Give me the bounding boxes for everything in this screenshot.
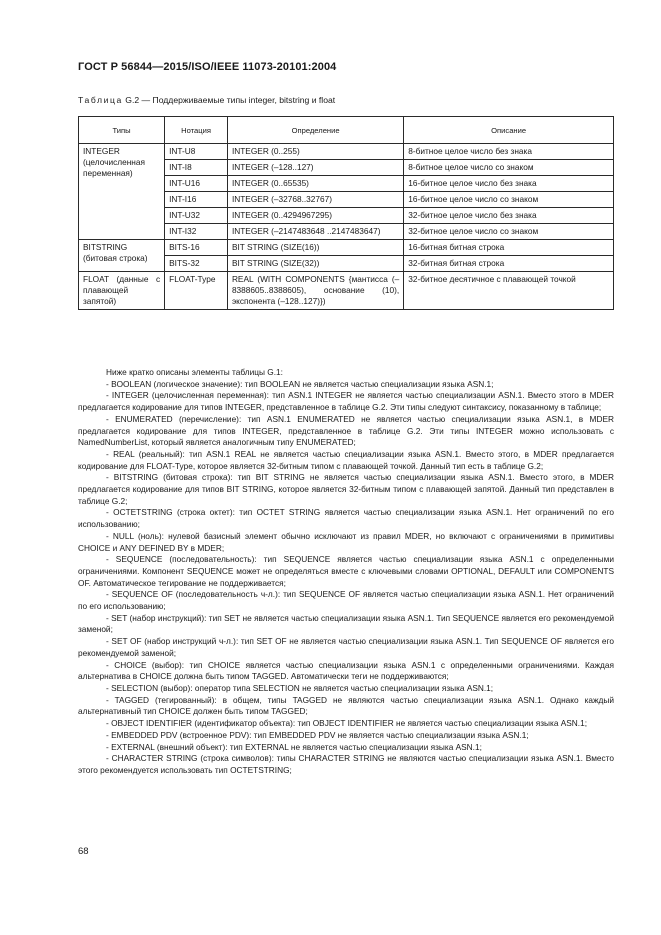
table-header-row: [79, 117, 614, 144]
table-caption-label: Таблица: [78, 95, 123, 105]
notation-cell: INT-I32: [165, 224, 228, 240]
paragraph: - OCTETSTRING (строка октет): тип OCTET STRING является частью специализации языка ASN.1. Нет ограничений по его использованию;: [78, 507, 614, 530]
paragraph: - EXTERNAL (внешний объект): тип EXTERNAL не является частью специализации языка ASN.1;: [106, 741, 482, 752]
notation-cell: BITS-32: [165, 256, 228, 272]
table-row: [79, 144, 614, 160]
paragraph: - EMBEDDED PDV (встроенное PDV): тип EMBEDDED PDV не является частью специализации языка ASN.1;: [106, 729, 529, 740]
definition-cell: INTEGER (–128..127): [227, 160, 403, 176]
description-cell: 8-битное целое число без знака: [404, 144, 614, 160]
description-cell: 8-битное целое число со знаком: [404, 160, 614, 176]
paragraph: Ниже кратко описаны элементы таблицы G.1:: [106, 367, 283, 377]
type-cell-float: FLOAT (данные с плавающей запятой): [79, 272, 165, 310]
paragraph: - SEQUENCE OF (последовательность ч-л.): тип SEQUENCE OF является частью специализации языка ASN.1. Нет ограничений по его использованию;: [78, 589, 614, 612]
table-row: [79, 240, 614, 256]
definition-cell: INTEGER (0..255): [227, 144, 403, 160]
definition-cell: INTEGER (–2147483648 ..2147483647): [227, 224, 403, 240]
paragraph: - SEQUENCE (последовательность): тип SEQUENCE является частью специализации языка ASN.1 с определенными ограничениями. Компонент SEQUENCE может не определяться вместе с ключевыми словами OPTIONAL, DEFAULT или COMPONENTS OF. Автоматическое тегирование не поддерживается;: [78, 554, 614, 588]
definition-cell: BIT STRING (SIZE(16)): [227, 240, 403, 256]
definition-cell: REAL (WITH COMPONENTS {мантисса (–8388605..8388605), основание (10), экспонента (–128..127)}): [227, 272, 403, 310]
notation-cell: INT-I8: [165, 160, 228, 176]
paragraph: - CHOICE (выбор): тип CHOICE является частью специализации языка ASN.1 с определенными ограничениями. Каждая альтернатива в CHOICE должна быть типом TAGGED. Автоматически теги не поддерживаются;: [78, 659, 614, 682]
paragraph: - OBJECT IDENTIFIER (идентификатор объекта): тип OBJECT IDENTIFIER не является частью специализации языка ASN.1;: [106, 718, 588, 729]
paragraph: - SET (набор инструкций): тип SET не является частью специализации языка ASN.1. Тип SEQUENCE является его рекомендуемой заменой;: [78, 612, 614, 635]
table-caption-text: G.2 — Поддерживаемые типы integer, bitstring и float: [125, 95, 336, 105]
paragraph: - SELECTION (выбор): оператор типа SELECTION не является частью специализации языка ASN.1;: [106, 682, 494, 693]
definition-cell: INTEGER (0..4294967295): [227, 208, 403, 224]
description-cell: 16-битное целое число без знака: [404, 176, 614, 192]
paragraph: - TAGGED (тегированный): в общем, типы TAGGED не являются частью специализации языка ASN.1. Однако каждый альтернативный тип CHOICE должен быть типом TAGGED;: [78, 694, 614, 717]
paragraph: - REAL (реальный): тип ASN.1 REAL не является частью специализации языка ASN.1. Вместо этого, в MDER предлагается кодирование для FLOAT-Type, которое является 32-битным типом с плавающей точкой. Данный тип есть в таблице G.2;: [78, 448, 614, 471]
definition-cell: INTEGER (–32768..32767): [227, 192, 403, 208]
definition-cell: INTEGER (0..65535): [227, 176, 403, 192]
notation-cell: BITS-16: [165, 240, 228, 256]
paragraph: - ENUMERATED (перечисление): тип ASN.1 ENUMERATED не является частью специализации языка ASN.1, в MDER предлагается кодирование для типов INTEGER, представленное в таблице G.2. Эти типы INTEGER можно использовать с NamedNumberList, который является аналогичным типу ENUMERATED;: [78, 413, 614, 448]
paragraph: - CHARACTER STRING (строка символов): типы CHARACTER STRING не являются частью специализации языка ASN.1. Вместо этого рекомендуется использовать тип OCTETSTRING;: [78, 753, 614, 775]
description-cell: 32-битная битная строка: [404, 256, 614, 272]
paragraph: - INTEGER (целочисленная переменная): тип ASN.1 INTEGER не является частью специализации ASN.1. Вместо этого в MDER предлагается кодирование для типов INTEGER, представленное в таблице G.2. Эти типы следуют синтаксису, показанному в таблице;: [78, 390, 614, 413]
notation-cell: INT-U8: [165, 144, 228, 160]
type-cell-integer: INTEGER (целочисленная переменная): [79, 144, 165, 240]
definition-cell: BIT STRING (SIZE(32)): [227, 256, 403, 272]
description-cell: 32-битное десятичное с плавающей точкой: [404, 272, 614, 310]
column-header-description: Описание: [404, 117, 614, 144]
description-cell: 32-битное целое число со знаком: [404, 224, 614, 240]
page-header: ГОСТ Р 56844—2015/ISO/IEEE 11073-20101:2004: [78, 61, 337, 73]
paragraph: - BITSTRING (битовая строка): тип BIT STRING не является частью специализации языка ASN.1. Вместо этого, в MDER предлагается кодирование для типов BIT STRING, которое является 32-битным типом с плавающей запятой. Данный тип представлен в таблице G.2;: [78, 472, 614, 506]
notation-cell: INT-I16: [165, 192, 228, 208]
column-header-types: Типы: [79, 117, 165, 144]
notation-cell: INT-U32: [165, 208, 228, 224]
description-cell: 16-битное целое число со знаком: [404, 192, 614, 208]
types-table: [78, 116, 614, 310]
column-header-notation: Нотация: [165, 117, 228, 144]
notation-cell: INT-U16: [165, 176, 228, 192]
table-row: [79, 272, 614, 310]
description-cell: 32-битное целое число без знака: [404, 208, 614, 224]
page-number: 68: [78, 846, 89, 857]
notation-cell: FLOAT-Type: [165, 272, 228, 310]
paragraph: - BOOLEAN (логическое значение): тип BOOLEAN не является частью специализации языка ASN.1;: [106, 378, 494, 389]
body-text: [78, 367, 614, 777]
table-caption: [78, 95, 335, 105]
type-cell-bitstring: BITSTRING (битовая строка): [79, 240, 165, 272]
description-cell: 16-битная битная строка: [404, 240, 614, 256]
paragraph: - NULL (ноль): нулевой базисный элемент обычно исключают из правил MDER, но включают с ограничениями в примитивы CHOICE и ANY DEFINED BY в MDER;: [78, 530, 614, 553]
column-header-definition: Определение: [227, 117, 403, 144]
paragraph: - SET OF (набор инструкций ч-л.): тип SET OF не является частью специализации языка ASN.1. Тип SEQUENCE OF является его рекомендуемой заменой;: [78, 636, 614, 658]
